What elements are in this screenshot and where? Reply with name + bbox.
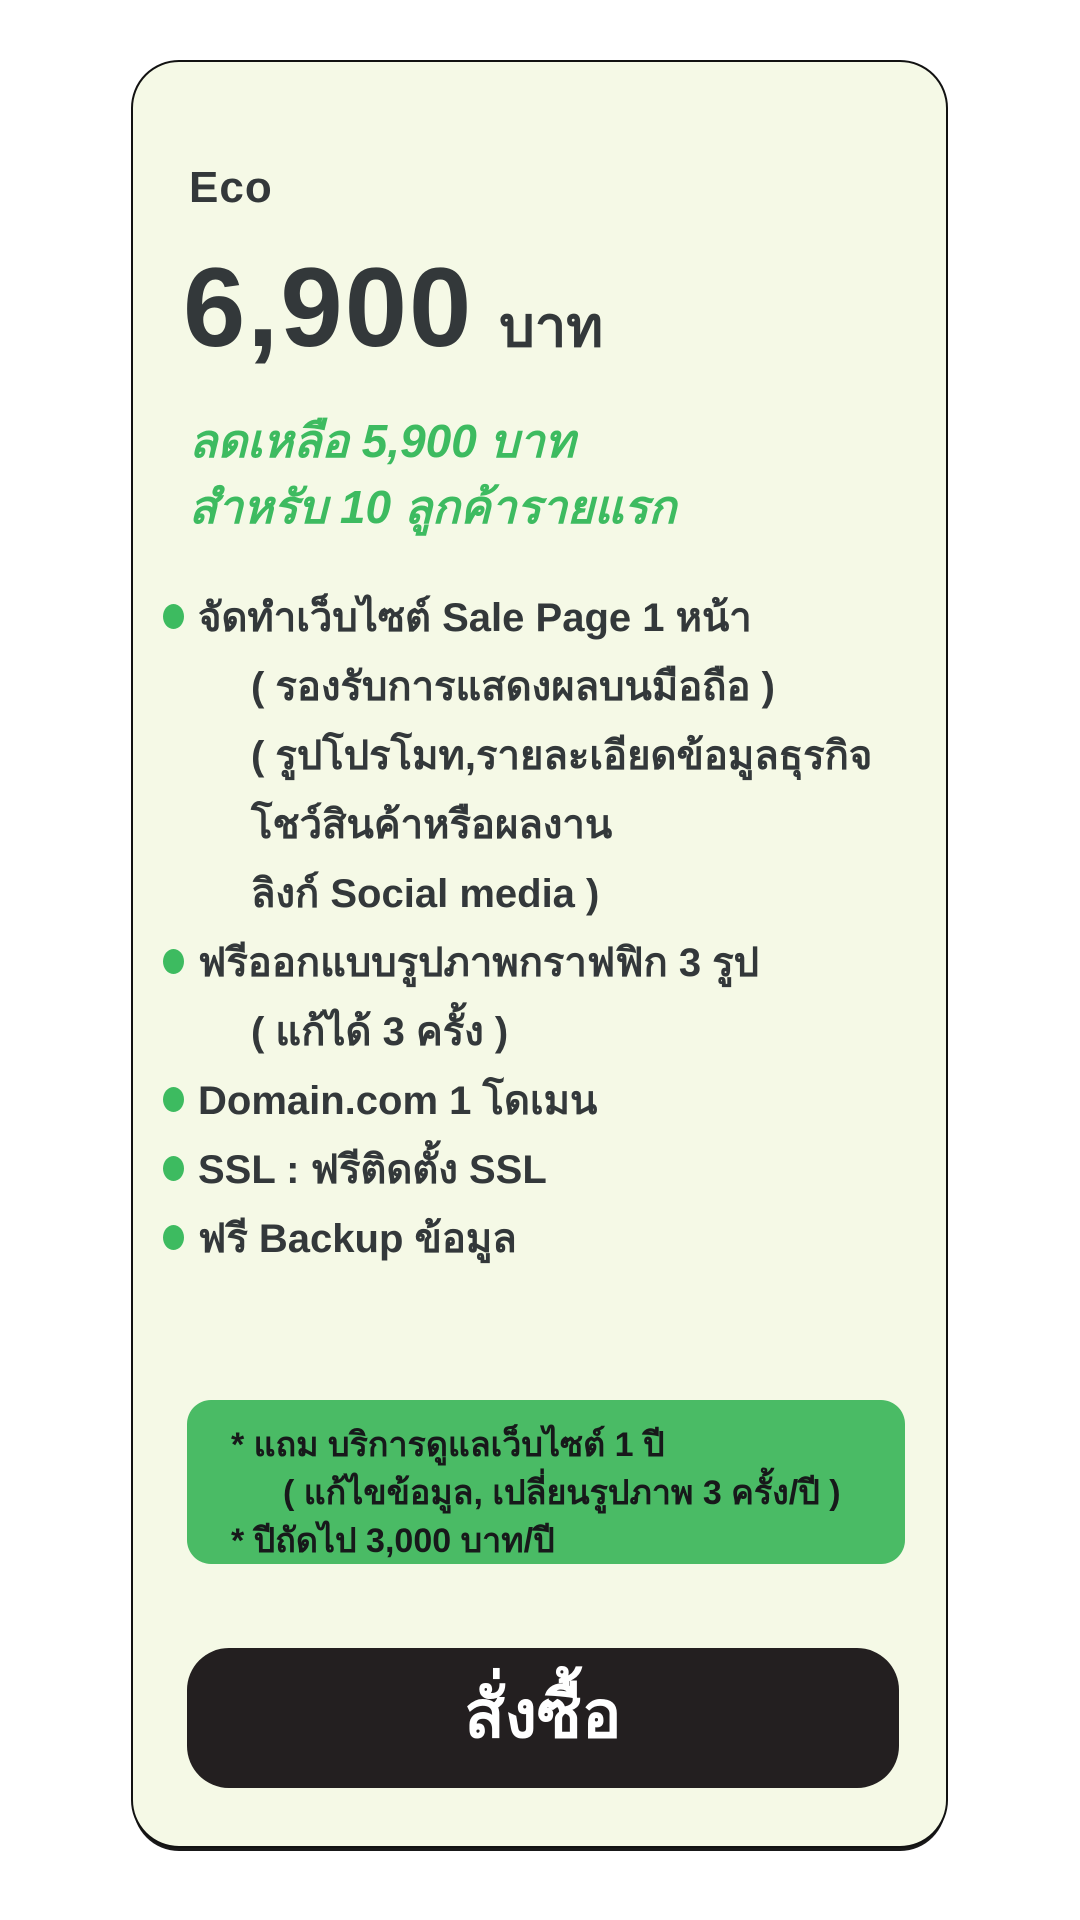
feature-list [133, 582, 946, 1272]
feature-text: ฟรี Backup ข้อมูล [198, 1216, 517, 1261]
plan-name: Eco [189, 163, 273, 212]
promo-line-1: ลดเหลือ 5,900 บาท [189, 415, 575, 468]
price-row [183, 245, 946, 371]
pricing-card [131, 60, 948, 1848]
price-amount: 6,900 [183, 245, 474, 371]
feature-subtext: ( แก้ได้ 3 ครั้ง ) [251, 1009, 509, 1054]
bonus-note-line-2: ( แก้ไขข้อมูล, เปลี่ยนรูปภาพ 3 ครั้ง/ปี ) [283, 1474, 841, 1512]
feature-item [163, 927, 946, 1065]
feature-item [163, 582, 946, 927]
bullet-dot-icon [163, 604, 184, 629]
feature-text: ฟรีออกแบบรูปภาพกราฟฟิก 3 รูป [198, 940, 760, 985]
feature-main-line [163, 1203, 946, 1272]
feature-item [163, 1134, 946, 1203]
price-unit: บาท [499, 295, 604, 359]
promo-text [189, 409, 946, 540]
bullet-dot-icon [163, 949, 184, 974]
bullet-dot-icon [163, 1225, 184, 1250]
feature-main-line [163, 927, 946, 996]
feature-text: จัดทำเว็บไซต์ Sale Page 1 หน้า [198, 595, 752, 640]
feature-item [163, 1065, 946, 1134]
bonus-note-box [187, 1400, 905, 1564]
feature-main-line [163, 1065, 946, 1134]
feature-subtext: ( รูปโปรโมท,รายละเอียดข้อมูลธุรกิจ [251, 733, 873, 778]
bullet-dot-icon [163, 1087, 184, 1112]
feature-subtext: ลิงก์ Social media ) [251, 871, 600, 916]
feature-text: Domain.com 1 โดเมน [198, 1078, 598, 1123]
bullet-dot-icon [163, 1156, 184, 1181]
feature-subtext: โชว์สินค้าหรือผลงาน [251, 802, 613, 847]
promo-line-2: สำหรับ 10 ลูกค้ารายแรก [189, 480, 677, 533]
feature-text: SSL : ฟรีติดตั้ง SSL [198, 1147, 547, 1192]
feature-main-line [163, 1134, 946, 1203]
order-button[interactable]: สั่งซื้อ [187, 1648, 899, 1788]
feature-main-line [163, 582, 946, 651]
feature-item [163, 1203, 946, 1272]
bonus-note-line-3: * ปีถัดไป 3,000 บาท/ปี [231, 1522, 555, 1560]
bonus-note-line-1: * แถม บริการดูแลเว็บไซต์ 1 ปี [231, 1426, 665, 1464]
feature-subtext: ( รองรับการแสดงผลบนมือถือ ) [251, 664, 775, 709]
